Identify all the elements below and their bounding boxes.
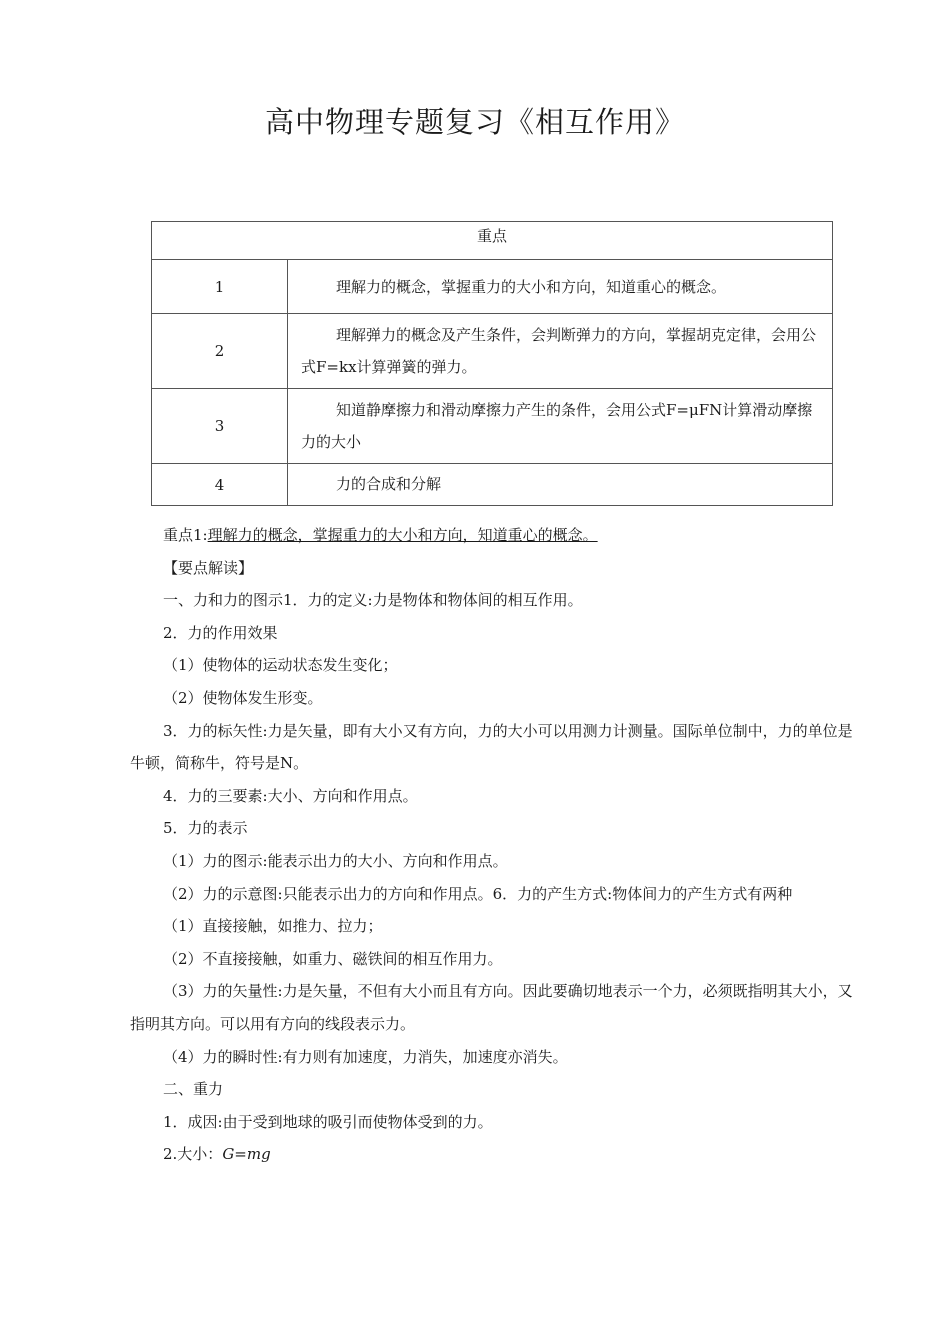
paragraph: （2）力的示意图:只能表示出力的方向和作用点。6．力的产生方式:物体间力的产生方式有两种: [163, 884, 793, 903]
table-row: [152, 389, 833, 464]
table-row: [152, 314, 833, 389]
paragraph: 二、重力: [163, 1080, 224, 1099]
last-prefix: 2.大小：: [163, 1145, 223, 1164]
row-text: 理解弹力的概念及产生条件，会判断弹力的方向，掌握胡克定律，会用公式F=kx计算弹簧的弹力。: [288, 314, 833, 389]
row-text: 知道静摩擦力和滑动摩擦力产生的条件，会用公式F=μFN计算滑动摩擦力的大小: [288, 389, 833, 464]
paragraph: （3）力的矢量性:力是矢量，不但有大小而且有方向。因此要确切地表示一个力，必须既指明其大小，又指明其方向。可以用有方向的线段表示力。: [130, 982, 853, 1033]
paragraph: （1）使物体的运动状态发生变化；: [163, 656, 398, 675]
paragraph: 【要点解读】: [163, 558, 254, 577]
table-row: [152, 464, 833, 506]
paragraph: 1．成因:由于受到地球的吸引而使物体受到的力。: [163, 1112, 493, 1131]
paragraph: [130, 1138, 855, 1171]
section-heading: [130, 519, 855, 552]
row-number: 3: [152, 389, 288, 464]
paragraph: 2．力的作用效果: [163, 623, 278, 642]
paragraph: （1）力的图示:能表示出力的大小、方向和作用点。: [163, 851, 508, 870]
paragraph: 3．力的标矢性:力是矢量，即有大小又有方向，力的大小可以用测力计测量。国际单位制中，力的单位是牛顿，简称牛，符号是N。: [130, 721, 853, 773]
paragraph: （2）使物体发生形变。: [163, 688, 323, 707]
key-points-table: [151, 221, 833, 506]
table-header: 重点: [152, 222, 833, 260]
heading-prefix: 重点1:: [163, 526, 208, 544]
paragraph: （2）不直接接触，如重力、磁铁间的相互作用力。: [163, 949, 503, 968]
paragraph: （4）力的瞬时性:有力则有加速度，力消失，加速度亦消失。: [163, 1047, 568, 1066]
paragraph: 5．力的表示: [163, 819, 248, 838]
row-number: 4: [152, 464, 288, 506]
paragraph: 4．力的三要素:大小、方向和作用点。: [163, 786, 418, 805]
table-row: [152, 260, 833, 314]
section-body: [130, 519, 855, 1171]
row-number: 2: [152, 314, 288, 389]
gravity-formula: G=mg: [222, 1145, 271, 1164]
row-number: 1: [152, 260, 288, 314]
paragraph: （1）直接接触，如推力、拉力；: [163, 917, 383, 936]
heading-text: 理解力的概念，掌握重力的大小和方向，知道重心的概念。: [207, 526, 598, 544]
row-text: 理解力的概念，掌握重力的大小和方向，知道重心的概念。: [288, 260, 833, 314]
paragraph: 一、力和力的图示1．力的定义:力是物体和物体间的相互作用。: [163, 591, 583, 610]
row-text: 力的合成和分解: [288, 464, 833, 506]
document-title: 高中物理专题复习《相互作用》: [264, 105, 685, 139]
